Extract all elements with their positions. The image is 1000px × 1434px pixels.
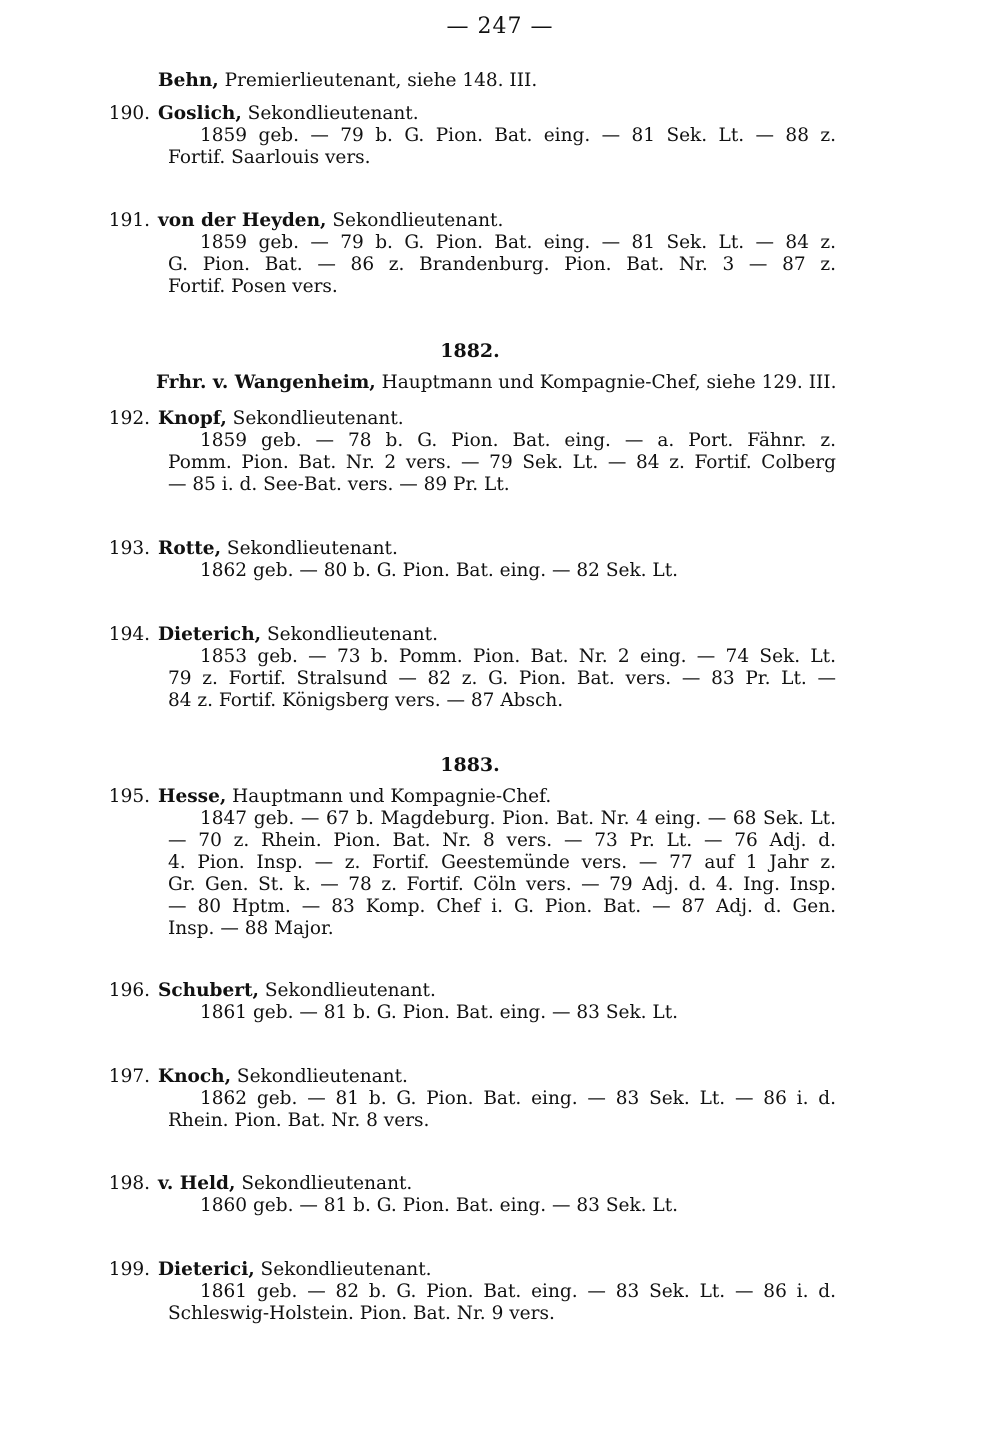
entry-rank: Hauptmann und Kompagnie-Chef, siehe 129. III. — [375, 372, 837, 393]
entry-name: Hesse, — [158, 786, 227, 807]
entry-name: v. Held, — [158, 1173, 236, 1194]
entry-number: 191. — [108, 210, 150, 231]
entry-191-heading — [100, 210, 503, 232]
entry-name: Behn, — [158, 70, 219, 91]
page-number: — 247 — — [446, 14, 554, 39]
entry-name: Frhr. v. Wangenheim, — [156, 372, 376, 393]
year-heading-1883: 1883. — [440, 754, 500, 776]
entry-191-line-1: 1859 geb. — 79 b. G. Pion. Bat. eing. — 81 Sek. Lt. — 84 z. — [200, 232, 836, 253]
entry-195-line-2: — 70 z. Rhein. Pion. Bat. Nr. 8 vers. — 73 Pr. Lt. — 76 Adj. d. — [168, 830, 836, 851]
entry-rank: Sekondlieutenant. — [226, 408, 404, 429]
entry-195-line-4: Gr. Gen. St. k. — 78 z. Fortif. Cöln vers. — 79 Adj. d. 4. Ing. Insp. — [168, 874, 836, 895]
entry-193-heading — [100, 538, 398, 560]
entry-195-line-1: 1847 geb. — 67 b. Magdeburg. Pion. Bat. Nr. 4 eing. — 68 Sek. Lt. — [200, 808, 836, 829]
entry-198-line-1: 1860 geb. — 81 b. G. Pion. Bat. eing. — 83 Sek. Lt. — [200, 1195, 679, 1216]
entry-190-heading — [100, 103, 419, 125]
entry-199-heading — [100, 1259, 432, 1281]
entry-name: Dieterich, — [158, 624, 262, 645]
entry-rank: Sekondlieutenant. — [231, 1066, 408, 1087]
entry-190-line-2: Fortif. Saarlouis vers. — [168, 147, 371, 168]
entry-192-heading — [100, 408, 404, 430]
entry-number: 193. — [108, 538, 150, 559]
entry-number: 197. — [108, 1066, 150, 1087]
entry-rank: Sekondlieutenant. — [235, 1173, 413, 1194]
entry-name: Knoch, — [158, 1066, 232, 1087]
entry-number: 192. — [108, 408, 150, 429]
entry-198-heading — [100, 1173, 412, 1195]
entry-197-line-1: 1862 geb. — 81 b. G. Pion. Bat. eing. — 83 Sek. Lt. — 86 i. d. — [200, 1088, 836, 1109]
entry-number: 194. — [108, 624, 150, 645]
entry-name: von der Heyden, — [158, 210, 327, 231]
entry-192-line-3: — 85 i. d. See-Bat. vers. — 89 Pr. Lt. — [168, 474, 510, 495]
entry-195-line-5: — 80 Hptm. — 83 Komp. Chef i. G. Pion. Bat. — 87 Adj. d. Gen. — [168, 896, 836, 917]
entry-rank: Sekondlieutenant. — [258, 980, 436, 1001]
cross-reference-behn — [158, 70, 537, 92]
entry-number: 190. — [108, 103, 150, 124]
entry-195-heading — [100, 786, 551, 808]
entry-194-heading — [100, 624, 438, 646]
entry-197-heading — [100, 1066, 408, 1088]
entry-rank: Premierlieutenant, siehe 148. III. — [218, 70, 538, 91]
entry-192-line-1: 1859 geb. — 78 b. G. Pion. Bat. eing. — a. Port. Fähnr. z. — [200, 430, 836, 451]
entry-191-line-3: Fortif. Posen vers. — [168, 276, 338, 297]
entry-197-line-2: Rhein. Pion. Bat. Nr. 8 vers. — [168, 1110, 430, 1131]
entry-name: Goslich, — [158, 103, 242, 124]
entry-193-line-1: 1862 geb. — 80 b. G. Pion. Bat. eing. — 82 Sek. Lt. — [200, 560, 679, 581]
entry-number: 196. — [108, 980, 150, 1001]
entry-192-line-2: Pomm. Pion. Bat. Nr. 2 vers. — 79 Sek. Lt. — 84 z. Fortif. Colberg — [168, 452, 836, 473]
entry-rank: Sekondlieutenant. — [254, 1259, 432, 1280]
entry-194-line-3: 84 z. Fortif. Königsberg vers. — 87 Absch. — [168, 690, 564, 711]
entry-196-line-1: 1861 geb. — 81 b. G. Pion. Bat. eing. — 83 Sek. Lt. — [200, 1002, 679, 1023]
entry-rank: Hauptmann und Kompagnie-Chef. — [226, 786, 552, 807]
entry-rank: Sekondlieutenant. — [241, 103, 419, 124]
entry-number: 199. — [108, 1259, 150, 1280]
year-heading-1882: 1882. — [440, 340, 500, 362]
entry-196-heading — [100, 980, 436, 1002]
entry-rank: Sekondlieutenant. — [261, 624, 438, 645]
entry-194-line-1: 1853 geb. — 73 b. Pomm. Pion. Bat. Nr. 2 eing. — 74 Sek. Lt. — [200, 646, 836, 667]
entry-name: Schubert, — [158, 980, 259, 1001]
entry-rank: Sekondlieutenant. — [221, 538, 398, 559]
entry-name: Knopf, — [158, 408, 227, 429]
entry-rank: Sekondlieutenant. — [326, 210, 504, 231]
entry-name: Rotte, — [158, 538, 222, 559]
entry-number: 195. — [108, 786, 150, 807]
entry-name: Dieterici, — [158, 1259, 255, 1280]
entry-191-line-2: G. Pion. Bat. — 86 z. Brandenburg. Pion. Bat. Nr. 3 — 87 z. — [168, 254, 836, 275]
entry-number: 198. — [108, 1173, 150, 1194]
entry-195-line-3: 4. Pion. Insp. — z. Fortif. Geestemünde vers. — 77 auf 1 Jahr z. — [168, 852, 836, 873]
entry-194-line-2: 79 z. Fortif. Stralsund — 82 z. G. Pion. Bat. vers. — 83 Pr. Lt. — — [168, 668, 836, 689]
entry-199-line-2: Schleswig-Holstein. Pion. Bat. Nr. 9 vers. — [168, 1303, 555, 1324]
entry-195-line-6: Insp. — 88 Major. — [168, 918, 334, 939]
cross-reference-wangenheim — [156, 372, 837, 394]
entry-190-line-1: 1859 geb. — 79 b. G. Pion. Bat. eing. — 81 Sek. Lt. — 88 z. — [200, 125, 836, 146]
entry-199-line-1: 1861 geb. — 82 b. G. Pion. Bat. eing. — 83 Sek. Lt. — 86 i. d. — [200, 1281, 836, 1302]
